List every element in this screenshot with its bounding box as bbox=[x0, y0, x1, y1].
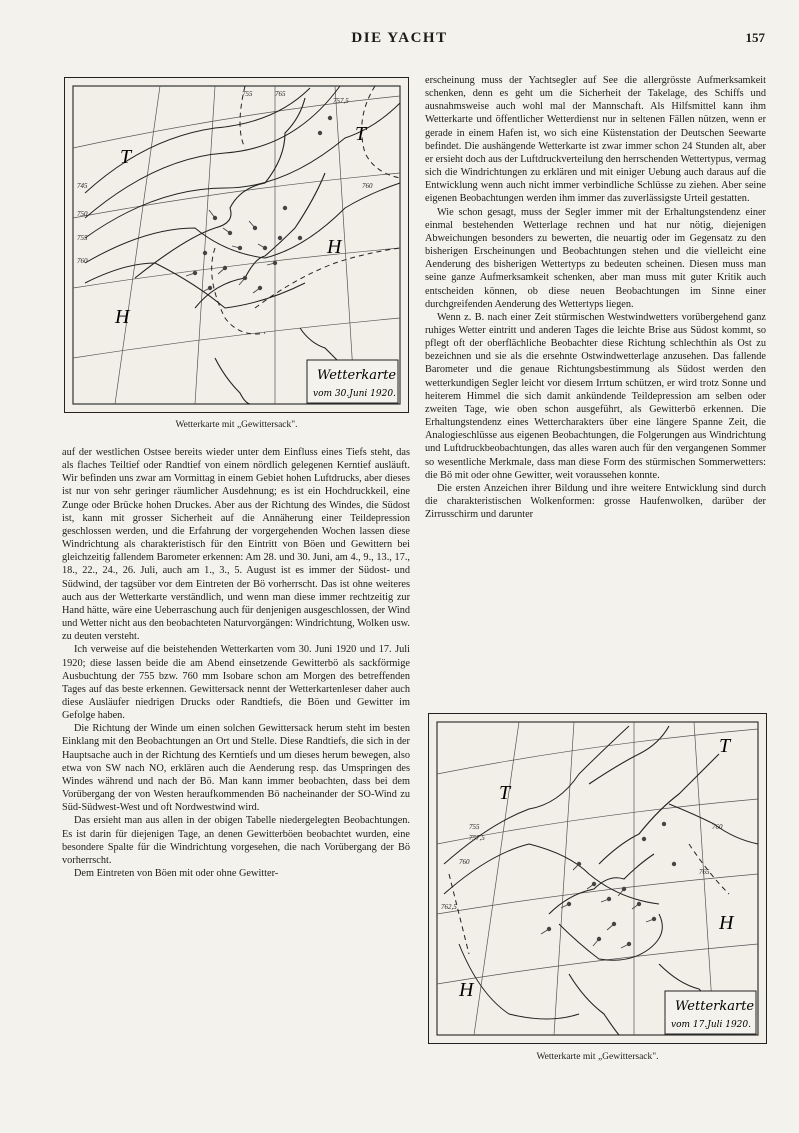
right-paragraph-2: Wie schon gesagt, muss der Segler immer mit der Erhaltungstendenz einer einmal bestehenden Wetterlage rechnen und hat nur nötig, diejenigen Abweichungen besonders zu bewerten, die neuartig oder im Gegensatz zu den bisherigen Erscheinungen und Beobachtungen stehen und die vielleicht eine Aenderung des bisherigen Wettertyps zu bedeuten scheinen. Diesen muss man seine ganze Aufmerksamkeit schenken, aber man muss mit guter Kritik auch entscheiden können, ob diese neuen Beobachtungen im Sinne einer durchgreifenden Aenderung des Wettertyps liegen. bbox=[425, 206, 766, 310]
isobar-label: 757,5 bbox=[333, 97, 349, 105]
right-paragraph-3: Wenn z. B. nach einer Zeit stürmischen Westwindwetters vorübergehend ganz ruhiges Wetter eintritt und anderen Tages die leichte Brise aus Südost kommt, so pflegt oft der oberflächliche Beobachter diese Richtung schlechthin als Ost zu bezeichnen und sie als die ersehnte Ostwindwetterlage anzusehen. Das fallende Barometer und die genaue Richtungsbestimmung als Südost werden den wetterkundigen Segler leicht vor diesem Irrtum schützen, er wird trotz Sonne und heiterem Himmel die sich damit ankündende Teildepression am selben oder zweiten Tage, wie oben schon ausgeführt, als Gewitterbö erkennen. Die Erhaltungstendenz eines Wettercharakters über eine längere Spanne Zeit, die Analogieschlüsse aus eigenen Beobachtungen, die Folgerungen aus Windrichtung und Luftdruckbeobachtungen, das alles waren auch für den vergangenen Sommer so wesentliche Merkmale, dass man diese Form des stürmischen Sommerwetters: die Bö mit oder ohne Gewitter, weit voraussehen konnte. bbox=[425, 311, 766, 481]
isobar-label: 755 bbox=[469, 823, 480, 831]
isobar-label: 762,5 bbox=[441, 903, 457, 911]
stamp-title: Wetterkarte bbox=[317, 368, 397, 383]
weather-map-june bbox=[64, 77, 409, 413]
stamp-date: vom 30.Juni 1920. bbox=[313, 389, 396, 399]
isobar-label: 757,5 bbox=[469, 834, 485, 842]
weather-map-july bbox=[428, 713, 767, 1044]
right-paragraph-4: Die ersten Anzeichen ihrer Bildung und ihre weitere Entwicklung sind durch die charakteristischen Wolkenformen: grosse Haufenwolken, darüber der Zirrusschirm und darunter bbox=[425, 482, 766, 521]
isobar-label: 745 bbox=[77, 182, 88, 190]
stamp-date: vom 17.Juli 1920. bbox=[671, 1020, 751, 1030]
figure-caption-top: Wetterkarte mit „Gewittersack". bbox=[175, 420, 298, 430]
isobar-label: 760 bbox=[712, 823, 723, 831]
isobar-label: 760 bbox=[459, 858, 470, 866]
left-paragraph-2: Ich verweise auf die beistehenden Wetterkarten vom 30. Juni 1920 und 17. Juli 1920; diese lassen beide die am Abend einsetzende Gewitterbö als sackförmige Ausbuchtung der 755 bzw. 760 mm Isobare schon am Morgen des betreffenden Tages auf das beste erkennen. Gewittersack nennt der Wetterkartenleser daher auch diese Ausläufer niedrigen Drucks oder Randtiefs, die Böen und Gewitter im Gefolge haben. bbox=[62, 644, 410, 722]
map-stamp bbox=[307, 360, 398, 403]
high-pressure-label-1: H bbox=[719, 912, 734, 934]
page-number: 157 bbox=[745, 30, 765, 45]
high-pressure-label-2: H bbox=[115, 306, 130, 328]
left-column bbox=[62, 446, 410, 880]
high-pressure-label-1: H bbox=[327, 236, 342, 258]
isobar-label: 760 bbox=[77, 257, 88, 265]
high-pressure-label-2: H bbox=[459, 979, 474, 1001]
isobar-label: 755 bbox=[242, 90, 253, 98]
weather-map-july-drawing bbox=[429, 714, 766, 1043]
left-paragraph-4: Das ersieht man aus allen in der obigen Tabelle niedergelegten Beobachtungen. Es ist darin für diejenigen Tage, an denen Gewitterböen beobachtet wurden, eine besondere Spalte für die Windrichtung vorgesehen, die nach Vorübergang der Bö vorherrscht. bbox=[62, 815, 410, 866]
low-pressure-label-2: T bbox=[719, 735, 731, 757]
journal-title: DIE YACHT bbox=[351, 30, 448, 46]
map-stamp bbox=[665, 991, 756, 1034]
page-header bbox=[0, 30, 799, 50]
left-paragraph-3: Die Richtung der Winde um einen solchen Gewittersack herum steht im besten Einklang mit den Beobachtungen an Ort und Stelle. Diese Randtiefs, die sich in der Hauptsache auch in der Richtung des Kerntiefs und um dieses herum bewegen, also etwa von SW nach NO, erklären auch die Aenderung resp. das Umspringen des Windes während und nach der Bö. Man kann immer beobachten, dass bei dem Vorübergang der von Westen heraufkommenden Bö nacheinander der SO-Wind zu Süd-Südwest-West und oft Nordwestwind wird. bbox=[62, 723, 410, 814]
weather-map-june-drawing bbox=[65, 78, 408, 412]
isobar-label: 765 bbox=[275, 90, 286, 98]
left-paragraph-1: auf der westlichen Ostsee bereits wieder unter dem Einfluss eines Tiefs steht, das als flaches Teiltief oder Randtief von einem nördlich gelegenen Kerntief ausläuft. Wir befinden uns zwar am Vormittag in einem Gebiet hohen Luftdrucks, aber dieses ist nur von sehr geringer räumlicher Ausdehnung; es ist ein Hochdruckkeil, eine Zunge oder Brücke hohen Druckes. Aber aus der Richtung des Windes, die Südost ist, kann mit grosser Sicherheit auf die Annäherung einer Teildepression geschlossen werden, und die Erfahrung der vorgergehenden Wochen lassen diese Windrichtung als charakteristisch für den Eintritt von Böen und Gewittern bei gleichzeitig fallendem Barometer erkennen: Am 28. und 30. Juni, am 4., 9., 13., 17., 18., 22., 24., 26. Juli, auch am 1., 3., 5. August ist es immer der Südost- und Südwind, der tagsüber vor dem Eintreten der Bö vorherrscht. Das ist ohne weiteres auch aus der Wetterkarte verständlich, und wenn man diese immer rechtzeitig zur Hand hätte, wäre eine Ueberraschung auch für denjenigen ausgeschlossen, der Wind und Wetter nicht aus den beobachteten Naturvorgängen: Windrichtung, Wolken usw. zu deuten versteht. bbox=[62, 447, 410, 643]
isobar-label: 755 bbox=[77, 234, 88, 242]
low-pressure-label-2: T bbox=[355, 123, 367, 145]
low-pressure-label-1: T bbox=[120, 146, 132, 168]
low-pressure-label-1: T bbox=[499, 782, 511, 804]
isobar-label: 765 bbox=[699, 868, 710, 876]
stamp-title: Wetterkarte bbox=[675, 999, 755, 1014]
right-paragraph-1: erscheinung muss der Yachtsegler auf See die allergrösste Aufmerksamkeit schenken, denn es geht um die Sicherheit der Takelage, des Schiffs und ausnahmsweise auch wohl mal der Mannschaft. Als Hilfsmittel kann ihm Wetterkarte und öffentlicher Wetterdienst nur in seltenen Fällen nützen, wenn er gerade in einem Hafen ist, wo sich eine Küstenstation der Deutschen Seewarte befindet. Die aushängende Wetterkarte ist zwar immer schon 24 Stunden alt, aber er ersieht doch aus der Luftdruckverteilung den herrschenden Wettertypus, vermag sich die Windrichtungen zu erklären und mit einiger Uebung auch daraus auf die Entwicklung wenn auch nicht immer verbindliche Schlüsse zu ziehen. Aber seine eigenen Beobachtungen werden ihm immer das zuverlässigste Urteil gestatten. bbox=[425, 75, 766, 205]
right-column bbox=[425, 74, 766, 521]
figure-caption-bottom: Wetterkarte mit „Gewittersack". bbox=[536, 1052, 659, 1062]
isobar-label: 760 bbox=[362, 182, 373, 190]
isobar-label: 750 bbox=[77, 210, 88, 218]
left-paragraph-5: Dem Eintreten von Böen mit oder ohne Gewitter- bbox=[74, 868, 279, 879]
